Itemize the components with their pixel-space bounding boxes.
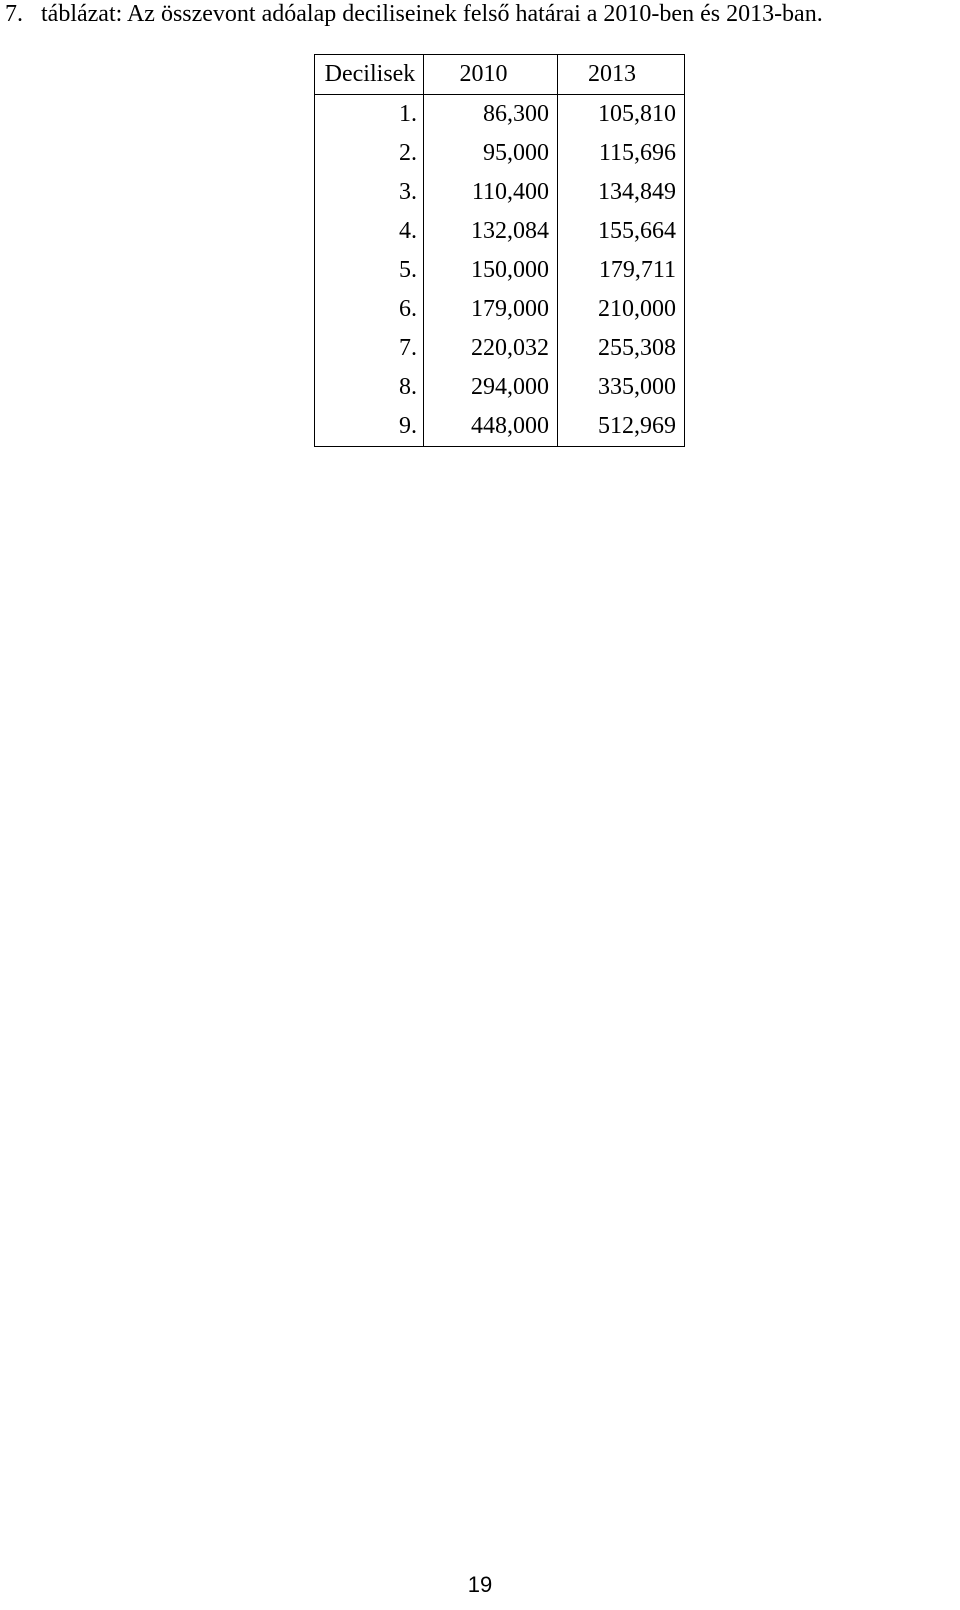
table-row — [315, 407, 685, 447]
table-caption — [5, 0, 823, 28]
cell-2010: 132,084 — [424, 212, 558, 251]
cell-2013: 134,849 — [598, 179, 676, 205]
table-row — [315, 95, 685, 135]
cell-2010: 150,000 — [424, 251, 558, 290]
header-2013: 2013 — [558, 55, 685, 95]
cell-2013: 210,000 — [598, 296, 676, 322]
cell-decile: 5. — [315, 251, 424, 290]
cell-2013: 155,664 — [598, 218, 676, 244]
page-number: 19 — [467, 1572, 493, 1597]
cell-2013: 179,711 — [598, 257, 676, 283]
table-row — [315, 173, 685, 212]
cell-decile: 9. — [315, 407, 424, 447]
cell-2010: 110,400 — [424, 173, 558, 212]
cell-decile: 4. — [315, 212, 424, 251]
decile-table — [314, 54, 685, 447]
cell-2013: 105,810 — [598, 101, 676, 127]
cell-2010: 220,032 — [424, 329, 558, 368]
cell-2010: 179,000 — [424, 290, 558, 329]
cell-2013: 255,308 — [598, 335, 676, 361]
caption-text: táblázat: Az összevont adóalap deciliseinek felső határai a 2010-ben és 2013-ban. — [41, 1, 823, 27]
table-row — [315, 134, 685, 173]
header-decilisek: Decilisek — [315, 55, 424, 95]
cell-2013: 115,696 — [598, 140, 676, 166]
cell-2013: 512,969 — [598, 413, 676, 439]
caption-number: 7. — [5, 1, 23, 27]
cell-2010: 95,000 — [424, 134, 558, 173]
table-row — [315, 212, 685, 251]
cell-decile: 1. — [315, 95, 424, 135]
header-2010: 2010 — [424, 55, 558, 95]
table-header-row — [315, 55, 685, 95]
table-row — [315, 368, 685, 407]
cell-2010: 86,300 — [424, 95, 558, 135]
cell-2010: 294,000 — [424, 368, 558, 407]
cell-2013: 335,000 — [598, 374, 676, 400]
cell-2010: 448,000 — [424, 407, 558, 447]
cell-decile: 8. — [315, 368, 424, 407]
table-row — [315, 290, 685, 329]
table-row — [315, 251, 685, 290]
cell-decile: 7. — [315, 329, 424, 368]
cell-decile: 2. — [315, 134, 424, 173]
cell-decile: 3. — [315, 173, 424, 212]
table-row — [315, 329, 685, 368]
cell-decile: 6. — [315, 290, 424, 329]
